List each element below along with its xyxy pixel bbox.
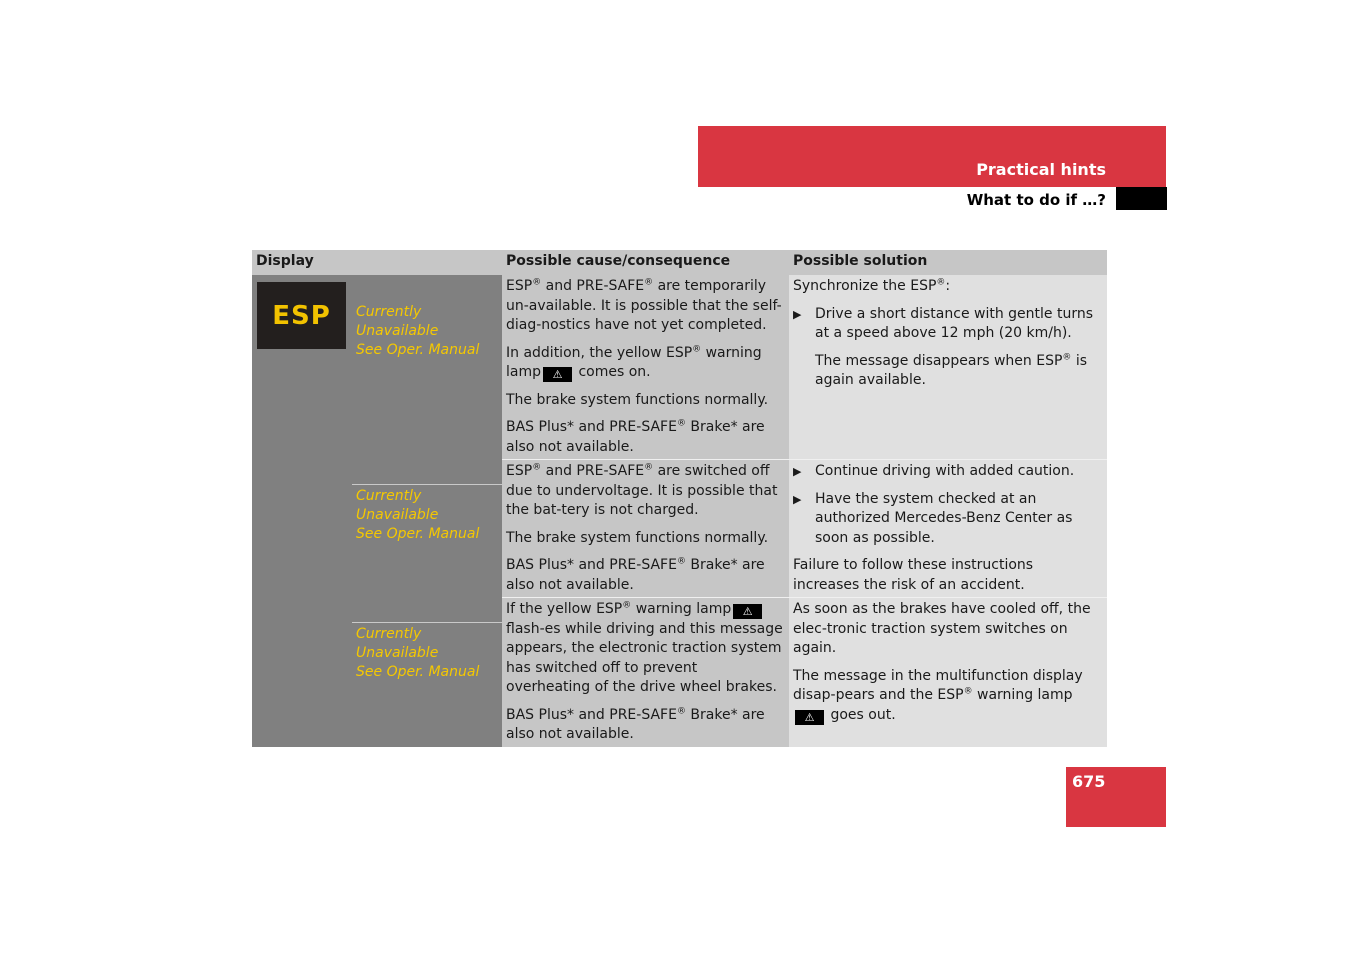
bullet-arrow-icon: ▶	[793, 492, 802, 506]
cause-paragraph: The brake system functions normally.	[506, 529, 769, 546]
table-header	[252, 250, 1107, 275]
cause-paragraph: ESP® and PRE-SAFE® are temporarily un-available. It is possible that the self-diag-nostics have not yet completed.	[506, 277, 782, 333]
warning-lamp-icon: ⚠	[795, 710, 824, 725]
message-line-1: Currently Unavailable	[356, 304, 439, 339]
cause-paragraph: ESP® and PRE-SAFE® are switched off due to undervoltage. It is possible that the bat-tery is not charged.	[506, 462, 778, 518]
solution-note: Failure to follow these instructions increases the risk of an accident.	[793, 557, 1034, 593]
solution-step: ▶ Drive a short distance with gentle turns at a speed above 12 mph (20 km/h).	[793, 305, 1103, 344]
message-line-2: See Oper. Manual	[356, 526, 480, 542]
solution-cell	[789, 275, 1107, 459]
message-line-2: See Oper. Manual	[356, 664, 480, 680]
section-title: Practical hints	[976, 160, 1106, 179]
cause-cell	[502, 275, 789, 459]
warning-lamp-icon: ⚠	[543, 367, 572, 382]
display-message-2	[352, 484, 502, 546]
cause-paragraph: The brake system functions normally.	[506, 391, 769, 408]
cause-paragraph: BAS Plus* and PRE-SAFE® Brake* are also not available.	[506, 705, 765, 742]
cause-cell	[502, 597, 789, 747]
solution-step: ▶ Continue driving with added caution.	[793, 462, 1103, 482]
cause-cell	[502, 459, 789, 597]
column-header-solution: Possible solution	[793, 253, 928, 269]
column-header-display: Display	[256, 253, 314, 269]
table-row	[502, 459, 1107, 597]
solution-intro: Synchronize the ESP®:	[793, 277, 951, 294]
display-column	[252, 275, 502, 747]
cause-paragraph: BAS Plus* and PRE-SAFE® Brake* are also not available.	[506, 556, 765, 593]
cause-paragraph: If the yellow ESP® warning lamp ⚠ flash-es while driving and this message appears, the electronic traction system has switched off to prevent overheating of the drive wheel brakes.	[506, 600, 783, 695]
table-row	[502, 597, 1107, 747]
message-line-1: Currently Unavailable	[356, 626, 439, 661]
message-line-2: See Oper. Manual	[356, 342, 480, 358]
bullet-arrow-icon: ▶	[793, 465, 802, 478]
solution-cell	[789, 597, 1107, 747]
bullet-arrow-icon: ▶	[793, 307, 802, 321]
solution-paragraph: The message in the multifunction display disap-pears and the ESP® warning lamp⚠ goes out.	[793, 667, 1083, 724]
solution-note: The message disappears when ESP® is again available.	[815, 351, 1088, 388]
cause-paragraph: In addition, the yellow ESP® warning lamp ⚠ comes on.	[506, 343, 762, 381]
solution-paragraph: As soon as the brakes have cooled off, the elec-tronic traction system switches on again.	[793, 601, 1091, 656]
troubleshooting-table	[252, 250, 1107, 747]
display-message-3	[352, 622, 502, 684]
cause-solution-rows	[502, 275, 1107, 747]
solution-cell	[789, 459, 1107, 597]
cause-paragraph: BAS Plus* and PRE-SAFE® Brake* are also not available.	[506, 418, 765, 455]
message-line-1: Currently Unavailable	[356, 488, 439, 523]
esp-display-icon	[257, 282, 346, 349]
table-row	[502, 275, 1107, 459]
section-tab-marker	[1116, 187, 1167, 210]
page-number: 675	[1072, 772, 1106, 791]
solution-step: ▶ Have the system checked at an authorized Mercedes-Benz Center as soon as possible.	[793, 490, 1103, 549]
warning-lamp-icon: ⚠	[733, 604, 762, 619]
subsection-title: What to do if …?	[966, 191, 1106, 209]
table-body	[252, 275, 1107, 747]
column-header-cause: Possible cause/consequence	[506, 253, 731, 269]
esp-icon-label: ESP	[272, 300, 331, 331]
display-message-1	[352, 301, 502, 362]
